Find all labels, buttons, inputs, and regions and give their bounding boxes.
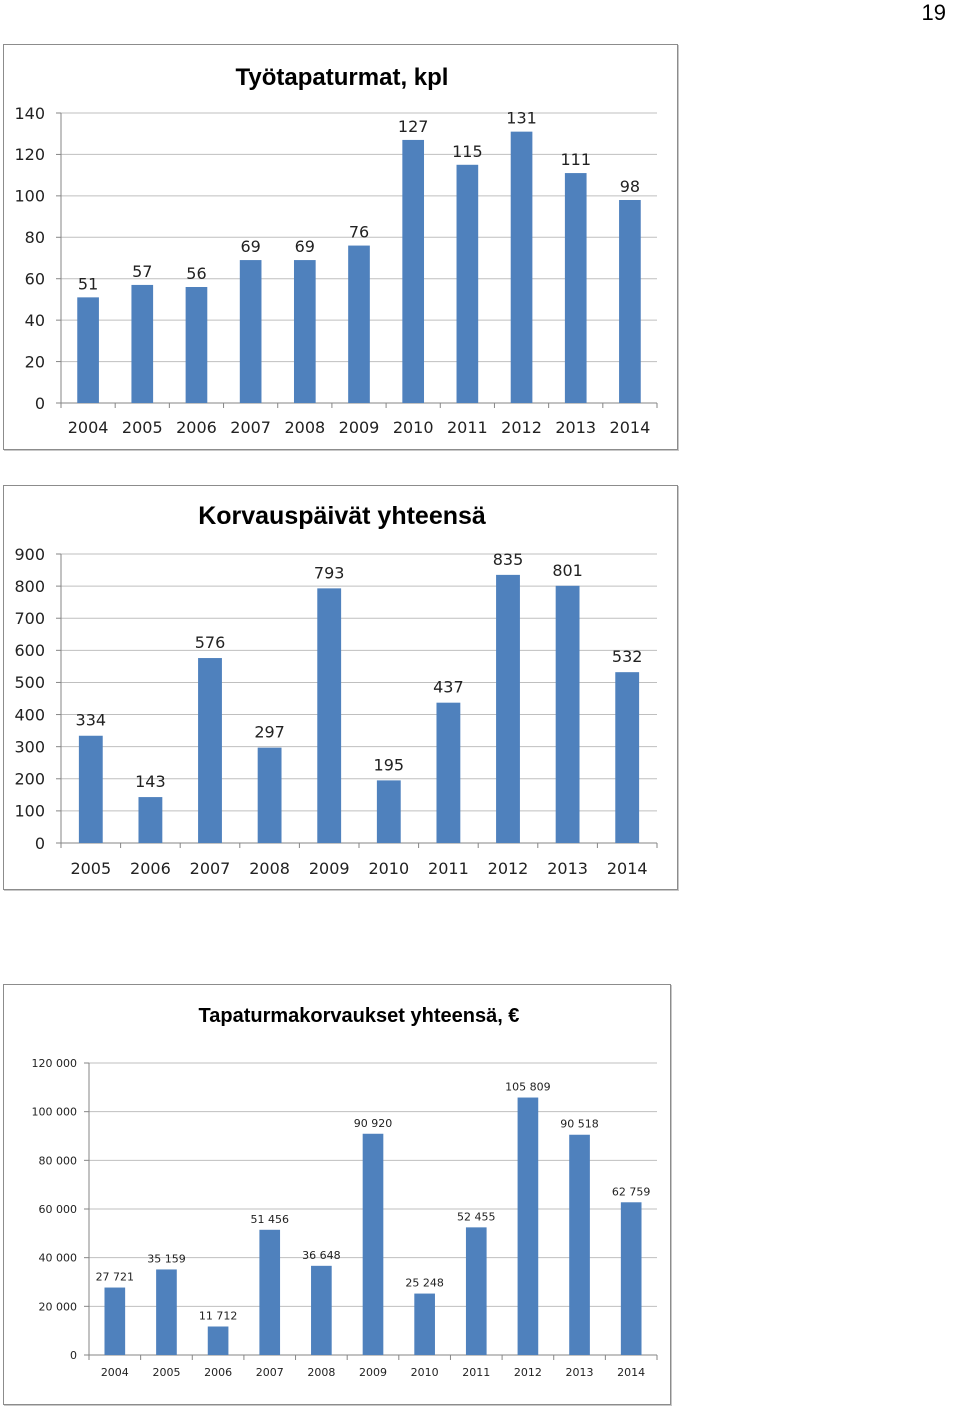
y-tick-label: 0 — [34, 833, 45, 853]
x-tick-label-2009: 2009 — [308, 859, 350, 878]
y-tick-label: 140 — [14, 103, 45, 123]
bar-2011 — [436, 703, 460, 843]
x-tick-label-2012: 2012 — [501, 418, 542, 437]
data-label-2005: 334 — [75, 710, 107, 730]
x-tick-label-2007: 2007 — [255, 1366, 284, 1379]
bar-2005 — [79, 736, 103, 843]
y-tick-label: 80 000 — [38, 1154, 77, 1168]
data-label-2013: 90 518 — [560, 1117, 599, 1131]
chart-title: Tapaturmakorvaukset yhteensä, € — [198, 1005, 520, 1027]
compensation-total-chart — [4, 985, 669, 1403]
y-tick-label: 0 — [70, 1348, 77, 1362]
data-label-2004: 51 — [77, 274, 99, 294]
x-tick-label-2007: 2007 — [189, 859, 231, 878]
y-tick-label: 100 — [14, 186, 45, 206]
data-label-2012: 131 — [506, 108, 537, 128]
chart-title: Korvauspäivät yhteensä — [198, 502, 486, 530]
data-label-2007: 51 456 — [250, 1212, 289, 1226]
data-label-2006: 143 — [135, 772, 166, 792]
y-tick-label: 200 — [14, 769, 45, 789]
data-label-2006: 56 — [186, 264, 207, 283]
data-label-2005: 57 — [132, 261, 153, 281]
x-tick-label-2009: 2009 — [338, 418, 380, 437]
bar-2006 — [138, 797, 162, 843]
data-label-2009: 793 — [313, 563, 345, 583]
bar-2012 — [518, 1098, 539, 1355]
bar-2007 — [259, 1230, 280, 1355]
x-tick-label-2014: 2014 — [609, 418, 651, 437]
data-label-2010: 195 — [373, 755, 405, 775]
work-accidents-chart — [4, 45, 676, 448]
bar-2007 — [198, 658, 222, 843]
x-tick-label-2010: 2010 — [410, 1366, 439, 1379]
y-tick-label: 500 — [14, 673, 45, 693]
bar-2011 — [457, 165, 479, 403]
bar-2010 — [402, 140, 424, 403]
x-tick-label-2012: 2012 — [513, 1366, 542, 1379]
data-label-2011: 115 — [452, 141, 483, 161]
y-tick-label: 400 — [14, 705, 45, 725]
bar-2013 — [556, 586, 580, 843]
bar-2010 — [414, 1294, 435, 1355]
chart-panel-work-accidents — [3, 44, 678, 450]
y-tick-label: 120 — [14, 145, 45, 165]
bar-2008 — [258, 748, 282, 843]
y-tick-label: 20 — [24, 352, 45, 372]
data-label-2011: 437 — [433, 677, 464, 697]
chart-panel-compensation-total — [3, 984, 671, 1405]
data-label-2012: 105 809 — [505, 1080, 551, 1094]
bar-2007 — [240, 260, 262, 403]
bar-2004 — [104, 1288, 125, 1355]
x-tick-label-2014: 2014 — [617, 1366, 646, 1379]
y-tick-label: 60 000 — [38, 1202, 77, 1216]
x-tick-label-2011: 2011 — [462, 1366, 491, 1379]
data-label-2012: 835 — [492, 549, 524, 569]
bar-2005 — [131, 285, 153, 403]
data-label-2013: 111 — [560, 150, 592, 170]
bar-2009 — [363, 1134, 384, 1355]
y-tick-label: 300 — [14, 737, 45, 757]
x-tick-label-2005: 2005 — [121, 418, 163, 437]
bar-2009 — [317, 588, 341, 843]
bar-2008 — [311, 1266, 332, 1355]
x-tick-label-2014: 2014 — [606, 859, 648, 878]
data-label-2013: 801 — [552, 560, 583, 580]
data-label-2014: 98 — [619, 177, 641, 196]
data-label-2010: 25 248 — [405, 1276, 444, 1290]
data-label-2014: 532 — [611, 647, 643, 667]
x-tick-label-2013: 2013 — [547, 859, 588, 878]
bar-2013 — [565, 173, 587, 403]
y-tick-label: 800 — [14, 576, 45, 596]
y-tick-label: 0 — [34, 393, 45, 413]
data-label-2004: 27 721 — [95, 1270, 135, 1284]
bar-2006 — [186, 287, 208, 403]
bar-2014 — [621, 1202, 642, 1355]
y-tick-label: 600 — [14, 641, 45, 661]
y-tick-label: 100 000 — [31, 1105, 77, 1119]
x-tick-label-2008: 2008 — [284, 418, 326, 437]
bar-2011 — [466, 1227, 487, 1355]
bar-2004 — [77, 297, 99, 403]
bar-2014 — [615, 672, 639, 843]
x-tick-label-2009: 2009 — [359, 1366, 387, 1379]
bar-2012 — [496, 575, 520, 843]
x-tick-label-2013: 2013 — [565, 1366, 594, 1379]
x-tick-label-2008: 2008 — [249, 859, 290, 878]
x-tick-label-2011: 2011 — [428, 859, 469, 878]
bar-2009 — [348, 246, 370, 403]
x-tick-label-2013: 2013 — [555, 418, 597, 437]
data-label-2007: 576 — [194, 633, 226, 653]
bar-2006 — [208, 1327, 229, 1355]
y-tick-label: 700 — [14, 608, 45, 628]
y-tick-label: 40 — [24, 310, 45, 330]
data-label-2014: 62 759 — [611, 1185, 651, 1199]
data-label-2008: 36 648 — [302, 1248, 341, 1262]
y-tick-label: 40 000 — [38, 1251, 77, 1265]
compensation-days-chart — [4, 486, 676, 888]
x-tick-label-2004: 2004 — [100, 1366, 129, 1379]
data-label-2005: 35 159 — [147, 1252, 186, 1266]
y-tick-label: 80 — [24, 228, 45, 248]
bar-2010 — [377, 780, 401, 843]
bar-2005 — [156, 1269, 177, 1355]
page-number: 19 — [921, 0, 946, 25]
x-tick-label-2010: 2010 — [368, 859, 410, 878]
x-tick-label-2010: 2010 — [392, 418, 434, 437]
x-tick-label-2008: 2008 — [307, 1366, 336, 1379]
x-tick-label-2006: 2006 — [176, 418, 217, 437]
bar-2014 — [619, 200, 641, 403]
x-tick-label-2004: 2004 — [67, 418, 109, 437]
bar-2013 — [569, 1135, 590, 1355]
x-tick-label-2005: 2005 — [70, 859, 112, 878]
data-label-2009: 90 920 — [353, 1116, 393, 1130]
y-tick-label: 100 — [14, 801, 45, 821]
data-label-2011: 52 455 — [457, 1210, 496, 1224]
bar-2012 — [511, 132, 533, 403]
x-tick-label-2012: 2012 — [487, 859, 529, 878]
y-tick-label: 20 000 — [38, 1300, 77, 1314]
x-tick-label-2006: 2006 — [204, 1366, 233, 1379]
x-tick-label-2005: 2005 — [152, 1366, 181, 1379]
bar-2008 — [294, 260, 316, 403]
data-label-2008: 69 — [294, 237, 315, 257]
data-label-2010: 127 — [397, 116, 429, 136]
data-label-2007: 69 — [240, 237, 261, 257]
chart-title: Työtapaturmat, kpl — [235, 64, 449, 91]
x-tick-label-2007: 2007 — [230, 418, 271, 437]
x-tick-label-2011: 2011 — [447, 418, 488, 437]
x-tick-label-2006: 2006 — [130, 859, 171, 878]
y-tick-label: 900 — [14, 544, 45, 564]
data-label-2009: 76 — [348, 222, 370, 242]
y-tick-label: 60 — [24, 269, 45, 289]
data-label-2008: 297 — [254, 722, 285, 742]
data-label-2006: 11 712 — [198, 1309, 238, 1323]
chart-panel-compensation-days — [3, 485, 678, 890]
y-tick-label: 120 000 — [31, 1056, 77, 1070]
